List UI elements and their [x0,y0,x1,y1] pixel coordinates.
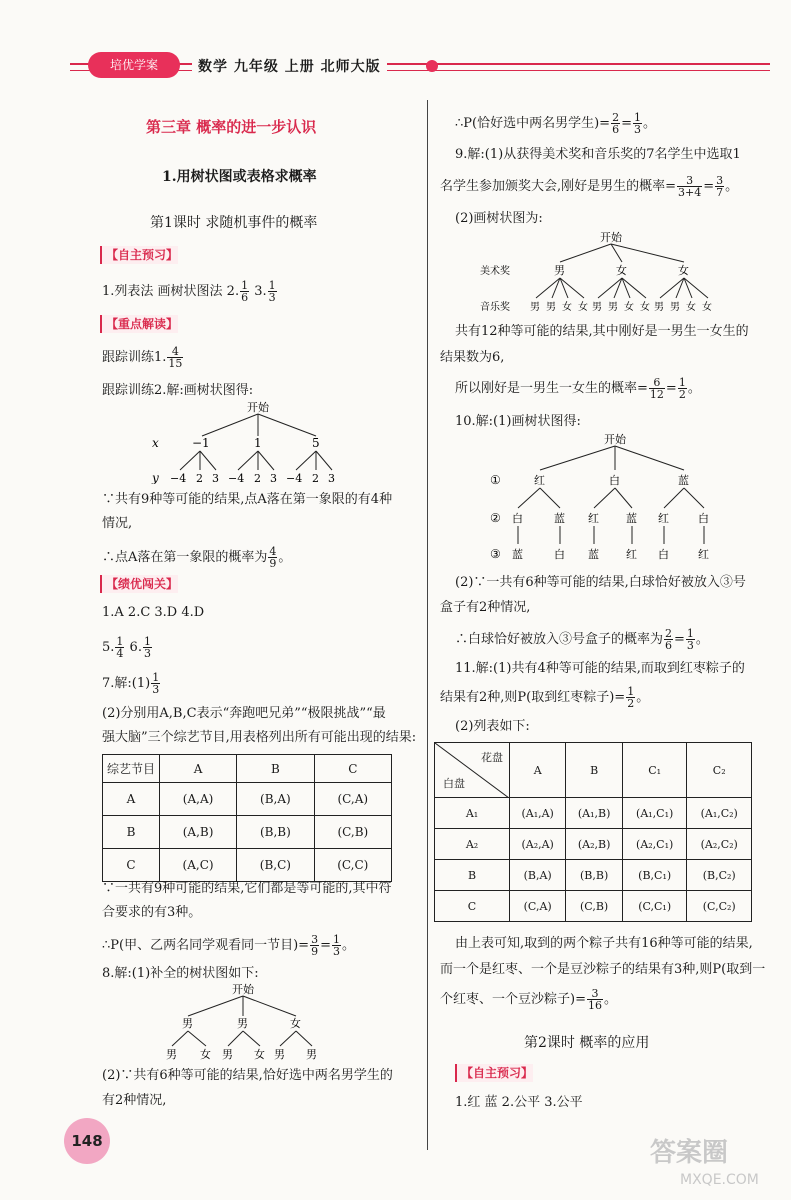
tree-node: 女 [616,264,627,277]
tree-leaf: 男 [222,1048,233,1060]
column-divider [427,100,428,1150]
answer-line: (2)∵共有6种等可能的结果,恰好选中两名男学生的 [102,1068,393,1083]
table-cell: (B,A) [237,783,315,816]
table-cell: (C,B) [314,816,391,849]
tree-leaf: −4 [228,472,245,484]
answer-line: 个红枣、一个豆沙粽子)= $\frac{3}{16}$ 。 [440,987,617,1012]
tree-leaf: 男 [654,302,664,313]
table-header: B [566,743,623,798]
table-cell: C [435,891,510,922]
answer-line: 强大脑”三个综艺节目,用表格列出所有可能出现的结果: [102,730,417,745]
corner-top-label: 花盘 [481,751,503,764]
answer-line: 合要求的有3种。 [102,905,202,920]
tree-row-label: 美术奖 [480,266,510,277]
tree-diagram-balls [478,430,738,570]
table-cell: C [103,849,160,882]
table-cell: (A₂,C₁) [622,829,687,860]
tree-node: 男 [182,1017,193,1030]
tree-leaf: 2 [312,472,319,484]
answer-line: (2)列表如下: [455,719,530,734]
answer-line: ∴P(恰好选中两名男学生)= $\frac{2}{6}$ = $\frac{1}{3}$ 。 [455,111,656,136]
tree-leaf: 女 [254,1048,265,1060]
tree-node: 红 [588,512,599,525]
tag-excellence: 【绩优闯关】 [100,575,178,593]
table-cell: A [103,783,160,816]
tree-leaf: −4 [286,472,303,484]
table-cell: B [103,816,160,849]
tree-diagram-students [150,980,350,1060]
table-cell: (C,A) [510,891,566,922]
tree-node: 女 [290,1017,301,1030]
table-cell: A₂ [435,829,510,860]
tree-leaf: 2 [254,472,261,484]
answer-line: 1.红 蓝 2.公平 3.公平 [455,1095,583,1110]
tree-row-label: ③ [490,547,501,561]
answer-line: 有2种情况, [102,1093,167,1108]
tree-leaf: 3 [328,472,335,484]
answer-line: 共有12种等可能的结果,其中刚好是一男生一女生的 [455,324,749,339]
answer-line: 由上表可知,取到的两个粽子共有16种等可能的结果, [455,936,753,951]
section-title: 1.用树状图或表格求概率 [162,169,317,185]
tree-leaf: 男 [546,302,556,313]
answer-line: ∵共有9种等可能的结果,点A落在第一象限的有4种 [102,492,393,507]
table-cell: (B,C₂) [687,860,752,891]
tree-diagram-awards [480,228,740,318]
answer-line: 结果有2种,则P(取到红枣粽子)= $\frac{1}{2}$ 。 [440,685,650,710]
answer-line: (2)分别用A,B,C表示“奔跑吧兄弟”“极限挑战”“最 [102,706,386,721]
chapter-title: 第三章 概率的进一步认识 [146,118,317,136]
answer-line: 8.解:(1)补全的树状图如下: [102,966,259,981]
tree-node: 白 [512,512,523,525]
tree-node: 男 [554,264,565,277]
answer-line: ∴点A落在第一象限的概率为 $\frac{4}{9}$ 。 [102,545,292,570]
table-cell: (A,B) [160,816,237,849]
answer-line: 跟踪训练2.解:画树状图得: [102,383,254,398]
tree-leaf: 红 [698,548,709,561]
corner-bottom-label: 白盘 [443,777,465,790]
table-cell: (C,C₂) [687,891,752,922]
tree-leaf: 男 [530,302,540,313]
answer-line: 结果数为6, [440,350,505,365]
tag-key-points: 【重点解读】 [100,315,178,333]
table-cell: (A₁,C₁) [622,798,687,829]
table-header: C [314,755,391,783]
results-table-zongzi [434,742,752,922]
table-cell: B [435,860,510,891]
tree-leaf: 女 [686,302,696,313]
tree-node: 蓝 [626,512,637,525]
tree-leaf: 女 [624,302,634,313]
tree-leaf: 白 [658,548,669,561]
tree-leaf: −4 [170,472,187,484]
header-dot-icon [426,60,438,72]
tree-leaf: 3 [212,472,219,484]
answer-line: 5. $\frac{1}{4}$ 6. $\frac{1}{3}$ [102,635,151,660]
table-cell: (A,C) [160,849,237,882]
answer-line: 7.解:(1) $\frac{1}{3}$ [102,671,160,696]
answer-line: 1.A 2.C 3.D 4.D [102,605,205,620]
tree-node: 蓝 [554,512,565,525]
tree-node: 白 [609,474,620,487]
tree-root: 开始 [232,983,254,996]
table-cell: (B,B) [566,860,623,891]
answer-line: 11.解:(1)共有4种等可能的结果,而取到红枣粽子的 [455,661,745,676]
header-title: 数学 九年级 上册 北师大版 [192,56,387,76]
answer-line: 10.解:(1)画树状图得: [455,414,581,429]
table-cell: (C,C₁) [622,891,687,922]
tree-row-label: ② [490,511,501,525]
tree-leaf: 女 [200,1048,211,1060]
tag-preview: 【自主预习】 [100,246,178,264]
table-header: A [160,755,237,783]
tree-leaf: 女 [562,302,572,313]
table-cell: (A₁,B) [566,798,623,829]
results-table-programs [102,754,392,882]
tree-leaf: 女 [640,302,650,313]
tree-root: 开始 [604,433,626,446]
table-cell: (B,C) [237,849,315,882]
table-header: A [510,743,566,798]
tree-root: 开始 [600,231,622,244]
table-header: 综艺节目 [103,755,160,783]
table-cell: (B,C₁) [622,860,687,891]
tree-node: 女 [678,264,689,277]
tree-leaf: 男 [166,1048,177,1060]
table-cell: (A₂,C₂) [687,829,752,860]
table-cell: (A₁,A) [510,798,566,829]
tree-leaf: 蓝 [588,548,599,561]
table-cell: (C,C) [314,849,391,882]
tree-node: 5 [312,436,320,450]
answer-line: 跟踪训练1. $\frac{4}{15}$ [102,345,183,370]
tree-node: 男 [237,1017,248,1030]
tree-row-label: 音乐奖 [480,302,510,313]
tree-root: 开始 [247,401,269,414]
tree-leaf: 男 [274,1048,285,1060]
table-cell: (A₁,C₂) [687,798,752,829]
tree-y-label: y [152,471,159,484]
tree-leaf: 男 [670,302,680,313]
table-cell: (B,A) [510,860,566,891]
tree-leaf: 男 [608,302,618,313]
tree-row-label: ① [490,473,501,487]
tree-node: 蓝 [678,474,689,487]
answer-line: 名学生参加颁奖大会,刚好是男生的概率= $\frac{3}{3+4}$ = $\frac{3}{7}$ 。 [440,174,739,199]
tree-leaf: 男 [592,302,602,313]
answer-line: ∵一共有9种可能的结果,它们都是等可能的,其中符 [102,881,392,896]
tree-x-label: x [152,436,159,450]
page-number-badge: 148 [64,1118,110,1164]
table-corner [435,743,510,798]
tree-leaf: 2 [196,472,203,484]
header-badge: 培优学案 [88,52,180,78]
table-cell: (C,A) [314,783,391,816]
table-cell: (B,B) [237,816,315,849]
answer-line: 而一个是红枣、一个是豆沙粽子的结果有3种,则P(取到一 [440,962,766,977]
tree-node: 红 [534,474,545,487]
table-header: C₁ [622,743,687,798]
tree-node: −1 [192,436,210,450]
table-header: B [237,755,315,783]
tree-leaf: 女 [578,302,588,313]
tree-leaf: 红 [626,548,637,561]
tree-node: 白 [698,512,709,525]
answer-line: ∴P(甲、乙两名同学观看同一节目)= $\frac{3}{9}$ = $\frac{1}{3}$ 。 [102,933,355,958]
answer-line: 所以刚好是一男生一女生的概率= $\frac{6}{12}$ = $\frac{1}{2}$ 。 [455,376,701,401]
tree-leaf: 女 [702,302,712,313]
answer-line: (2)画树状图为: [455,211,543,226]
table-cell: (A₂,A) [510,829,566,860]
table-cell: A₁ [435,798,510,829]
answer-line: (2)∵一共有6种等可能的结果,白球恰好被放入③号 [455,575,746,590]
table-cell: (A₂,B) [566,829,623,860]
tree-leaf: 3 [270,472,277,484]
lesson-title-2: 第2课时 概率的应用 [524,1035,650,1051]
table-cell: (A,A) [160,783,237,816]
answer-line: ∴白球恰好被放入③号盒子的概率为 $\frac{2}{6}$ = $\frac{1}{3}$ 。 [455,627,709,652]
answer-line: 情况, [102,516,133,531]
tag-preview-2: 【自主预习】 [455,1064,533,1082]
answer-line: 9.解:(1)从获得美术奖和音乐奖的7名学生中选取1 [455,147,741,162]
table-header: C₂ [687,743,752,798]
watermark-url: MXQE.COM [680,1172,759,1188]
tree-node: 1 [254,436,262,450]
table-cell: (C,B) [566,891,623,922]
tree-leaf: 男 [306,1048,317,1060]
tree-diagram-coordinates [140,398,380,484]
watermark-logo: 答案圈 [650,1138,729,1168]
tree-node: 红 [658,512,669,525]
tree-leaf: 白 [554,548,565,561]
tree-leaf: 蓝 [512,548,523,561]
answer-line: 盒子有2种情况, [440,600,531,615]
lesson-title: 第1课时 求随机事件的概率 [150,215,318,231]
answer-line: 1.列表法 画树状图法 2. $\frac{1}{6}$ 3. $\frac{1}{3}$ [102,279,276,304]
